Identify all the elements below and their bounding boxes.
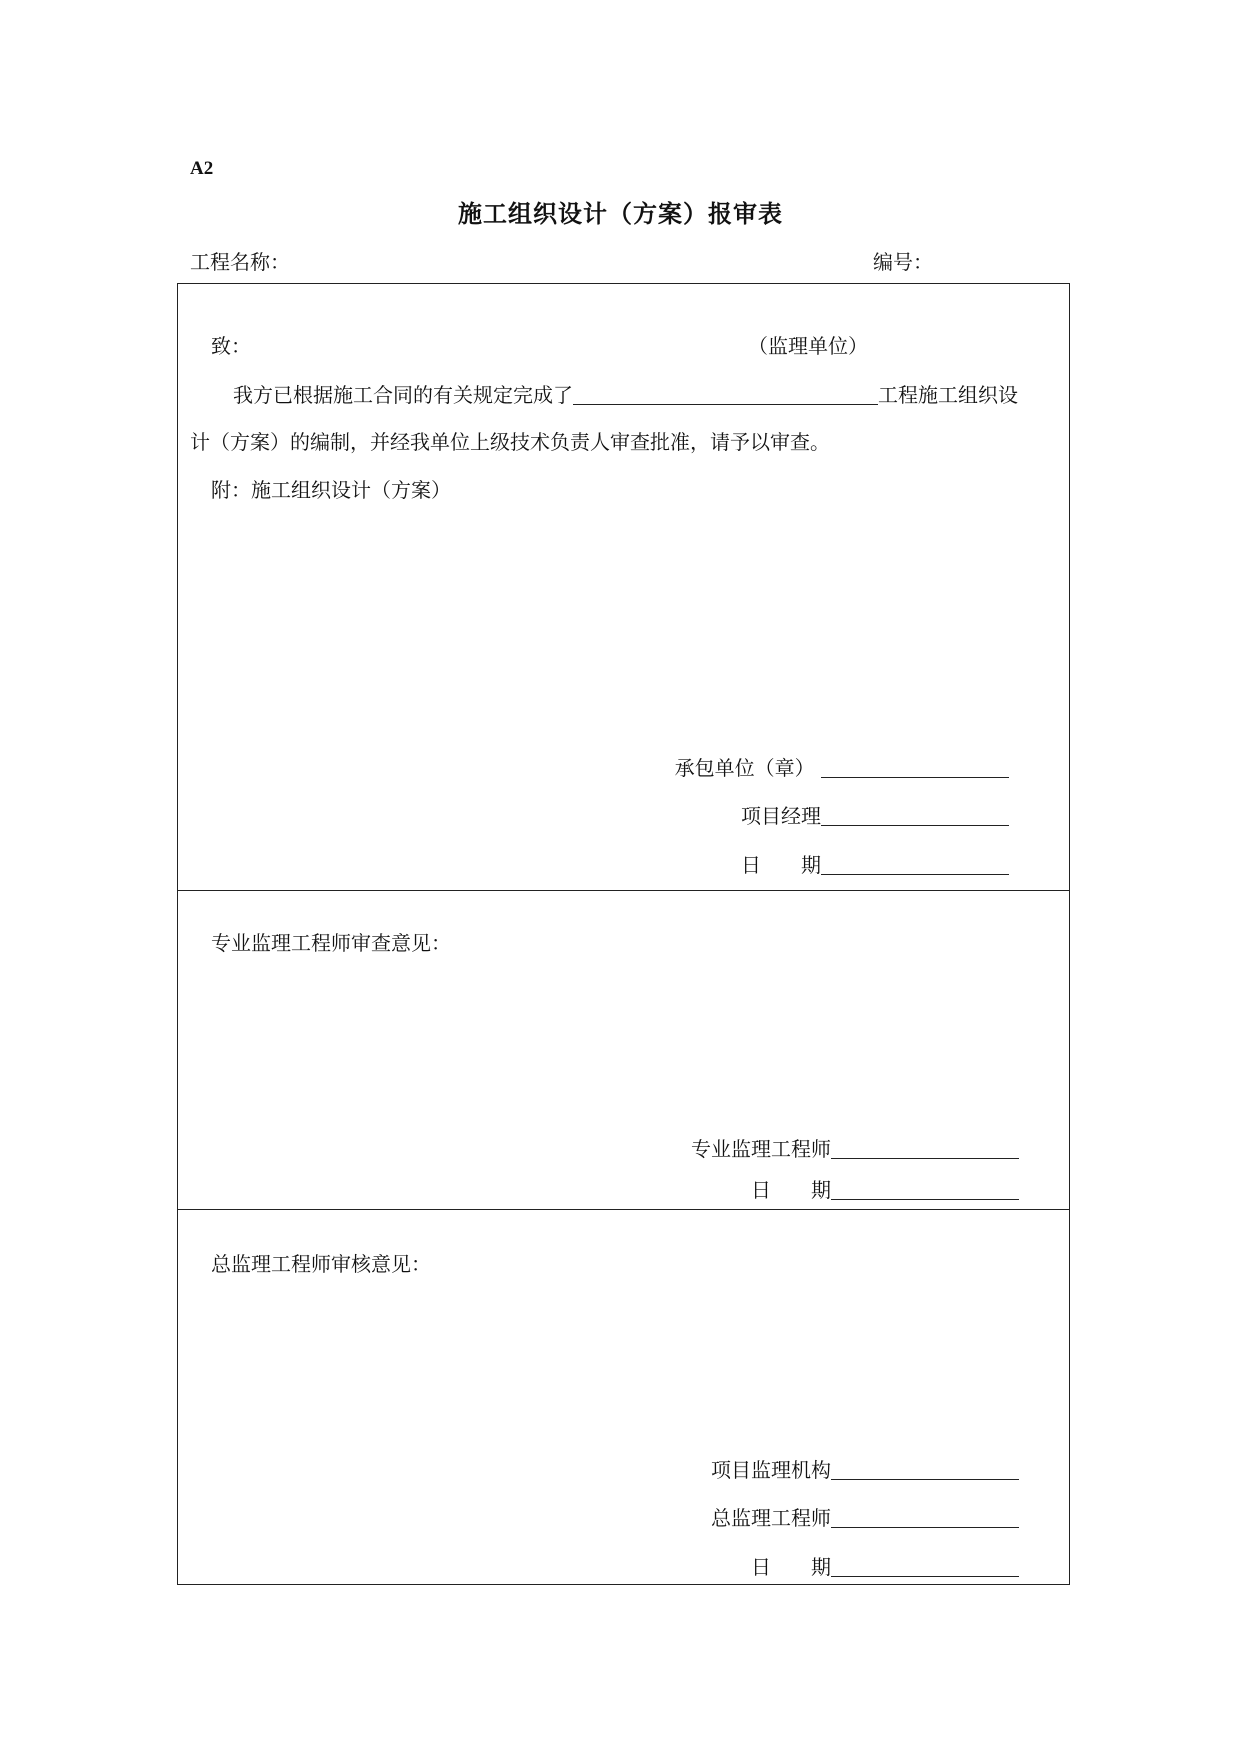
to-label: 致：	[211, 334, 251, 358]
org-signature	[711, 1454, 1019, 1483]
chief-review-heading: 总监理工程师审核意见：	[211, 1252, 431, 1276]
body-line-2: 计（方案）的编制，并经我单位上级技术负责人审查批准，请予以审查。	[190, 430, 830, 454]
engineer-field[interactable]	[831, 1138, 1019, 1159]
form-code: A2	[190, 158, 214, 179]
number-label: 编号：	[873, 250, 933, 274]
body-line-1	[233, 379, 1018, 408]
contractor-field[interactable]	[821, 757, 1009, 778]
pm-field[interactable]	[821, 805, 1009, 826]
chief-review-section	[178, 1210, 1069, 1586]
org-label: 项目监理机构	[711, 1458, 831, 1482]
date-row-1	[741, 849, 1009, 878]
pm-signature	[741, 800, 1009, 829]
engineer-review-heading: 专业监理工程师审查意见：	[211, 931, 451, 955]
supervision-unit-label: （监理单位）	[748, 334, 868, 358]
date-char-1: 日	[751, 1178, 771, 1202]
attachment-label: 附：施工组织设计（方案）	[211, 478, 451, 502]
contractor-signature	[675, 752, 1009, 781]
project-name-label: 工程名称：	[190, 250, 290, 274]
pm-label: 项目经理	[741, 804, 821, 828]
contractor-label: 承包单位（章）	[674, 756, 815, 780]
chief-label: 总监理工程师	[711, 1506, 831, 1530]
application-section	[178, 284, 1069, 891]
engineer-review-section	[178, 891, 1069, 1210]
date-field-1[interactable]	[821, 854, 1009, 875]
org-field[interactable]	[831, 1459, 1019, 1480]
body-line-1-suffix: 工程施工组织设	[878, 383, 1018, 407]
date-char-2: 期	[801, 853, 821, 877]
body-line-1-prefix: 我方已根据施工合同的有关规定完成了	[233, 383, 573, 407]
date-char-2: 期	[811, 1555, 831, 1579]
date-row-2	[751, 1174, 1019, 1203]
approval-form	[177, 283, 1070, 1585]
engineer-label: 专业监理工程师	[691, 1137, 831, 1161]
chief-field[interactable]	[831, 1507, 1019, 1528]
date-char-1: 日	[751, 1555, 771, 1579]
date-char-1: 日	[741, 853, 761, 877]
project-blank-field[interactable]	[573, 384, 878, 405]
page-title: 施工组织设计（方案）报审表	[458, 200, 783, 228]
engineer-signature	[691, 1133, 1019, 1162]
date-field-3[interactable]	[831, 1556, 1019, 1577]
date-field-2[interactable]	[831, 1179, 1019, 1200]
chief-signature	[711, 1502, 1019, 1531]
date-row-3	[751, 1551, 1019, 1580]
date-char-2: 期	[811, 1178, 831, 1202]
